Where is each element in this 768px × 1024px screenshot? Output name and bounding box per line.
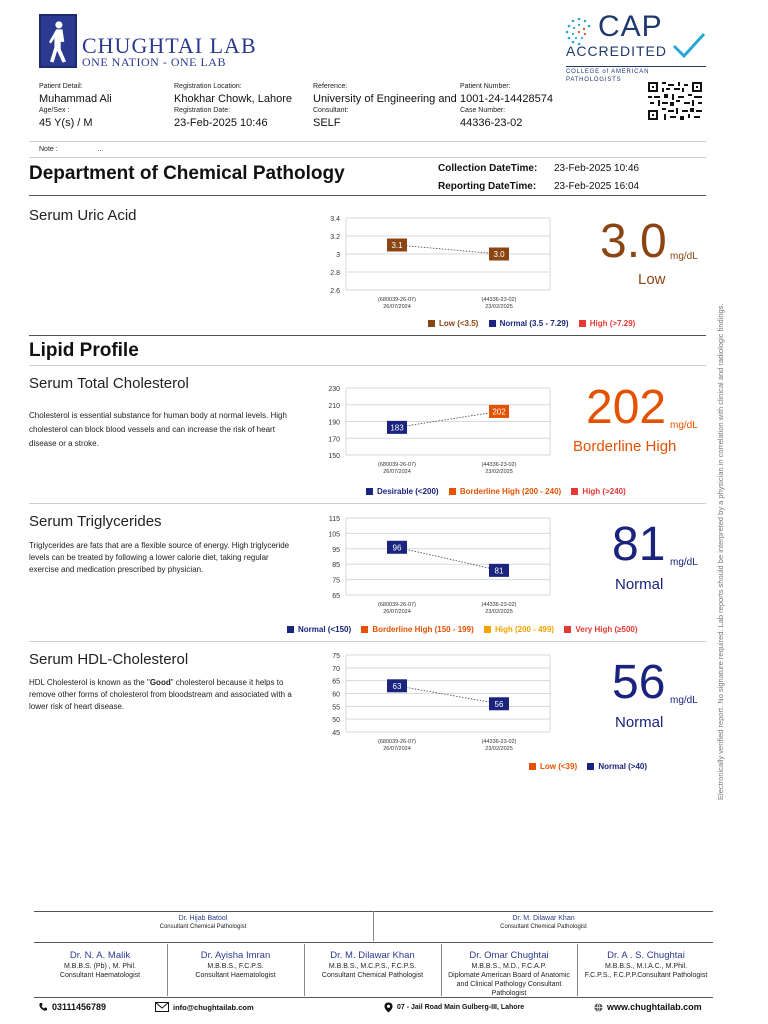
contact-phone[interactable]: 03111456789 [38, 1002, 106, 1012]
y-tick-label: 70 [332, 665, 340, 673]
x-tick-label: 23/02/2025 [485, 746, 513, 752]
x-tick-label: (44336-23-02) [481, 462, 517, 468]
x-tick-label: (680039-26-07) [378, 297, 416, 303]
brand-tagline: ONE NATION - ONE LAB [82, 55, 226, 69]
case-number: 44336-23-02 [460, 117, 523, 129]
description-hdl: HDL Cholesterol is known as the "Good" cholesterol because it helps to remove other forms of cholesterol from bloodstream and associated with a lower risk of heart disease. [29, 678, 292, 711]
divider [29, 157, 706, 158]
case-number-label: Case Number: [460, 107, 506, 114]
y-tick-label: 60 [332, 691, 340, 699]
consultant-label: Consultant: [313, 107, 349, 114]
data-label: 56 [494, 699, 504, 709]
divider [29, 195, 706, 196]
reg-date: 23-Feb-2025 10:46 [174, 117, 268, 129]
y-tick-label: 55 [332, 704, 340, 712]
legend-item: Low (<39) [529, 762, 577, 771]
reference: University of Engineering and [313, 93, 457, 105]
contact-email[interactable]: info@chughtailab.com [155, 1002, 254, 1012]
verification-note: Electronically verified report. No signature required. Lab reports should be interpreted by a physician in correlation with clinical and radiologic findings. [716, 303, 725, 800]
x-tick-label: (680039-26-07) [378, 602, 416, 608]
agesex-label: Age/Sex : [39, 107, 70, 114]
data-label: 63 [392, 681, 402, 691]
test-name-uric: Serum Uric Acid [29, 207, 137, 224]
legend-item: High (200 - 499) [484, 625, 554, 634]
divider [29, 365, 706, 366]
x-tick-label: (680039-26-07) [378, 462, 416, 468]
contact-web[interactable]: www.chughtailab.com [594, 1002, 702, 1012]
y-tick-label: 105 [328, 531, 340, 539]
patient-number-block [460, 82, 590, 130]
legend-item: Borderline High (150 - 199) [361, 625, 473, 634]
reference-label: Reference: [313, 83, 348, 90]
department-title: Department of Chemical Pathology [29, 163, 345, 184]
note-label: Note : [39, 146, 58, 153]
y-tick-label: 210 [328, 402, 340, 410]
result-status-tg: Normal [615, 576, 664, 593]
y-tick-label: 2.6 [330, 288, 340, 295]
legend-item: High (>7.29) [579, 319, 636, 328]
y-tick-label: 150 [328, 453, 340, 460]
data-label: 81 [494, 566, 504, 576]
chart-hdl [316, 647, 556, 762]
qr-code [648, 82, 702, 120]
y-tick-label: 230 [328, 386, 340, 393]
x-tick-label: 26/07/2024 [383, 609, 411, 615]
y-tick-label: 75 [332, 577, 340, 585]
legend-item: Normal (3.5 - 7.29) [489, 319, 569, 328]
legend-chol [366, 487, 634, 496]
divider [29, 335, 706, 336]
result-value-hdl: 56 [612, 656, 666, 709]
collection-datetime: 23-Feb-2025 10:46 [554, 163, 640, 174]
y-tick-label: 3 [336, 252, 340, 259]
result-unit-uric: mg/dL [670, 251, 698, 262]
x-tick-label: 23/02/2025 [485, 609, 513, 615]
x-tick-label: (680039-26-07) [378, 739, 416, 745]
signature-top-2: Dr. M. Dilawar Khan Consultant Chemical Pathologist [500, 915, 587, 930]
check-icon [672, 32, 706, 60]
series-line [397, 411, 499, 427]
y-tick-label: 3.4 [330, 216, 340, 223]
contact-address[interactable]: 07 - Jail Road Main Gulberg-III, Lahore [384, 1002, 524, 1013]
divider [29, 141, 706, 142]
result-unit-tg: mg/dL [670, 557, 698, 568]
cap-logo-text: CAP [598, 10, 663, 43]
series-line [397, 547, 499, 570]
location-pin-icon [384, 1002, 393, 1013]
data-label: 3.0 [493, 250, 505, 259]
y-tick-label: 75 [332, 653, 340, 660]
legend-hdl [529, 762, 655, 771]
y-tick-label: 3.2 [330, 234, 340, 241]
legend-tg [287, 625, 646, 634]
legend-item: Normal (<150) [287, 625, 351, 634]
legend-item: High (>240) [571, 487, 625, 496]
y-tick-label: 45 [332, 730, 340, 737]
y-tick-label: 2.8 [330, 270, 340, 277]
phone-icon [38, 1002, 48, 1012]
cap-accredited-text: ACCREDITED [566, 43, 668, 59]
consultant: SELF [313, 117, 341, 129]
y-tick-label: 50 [332, 717, 340, 725]
x-tick-label: (44336-23-02) [481, 739, 517, 745]
result-unit-hdl: mg/dL [670, 695, 698, 706]
divider [29, 503, 706, 504]
legend-item: Very High (≥500) [564, 625, 637, 634]
lab-logo [39, 14, 77, 68]
data-label: 3.1 [391, 241, 403, 250]
legend-uric [428, 319, 643, 328]
legend-item: Low (<3.5) [428, 319, 478, 328]
reporting-datetime: 23-Feb-2025 16:04 [554, 181, 640, 192]
result-status-chol: Borderline High [573, 438, 677, 455]
reg-location: Khokhar Chowk, Lahore [174, 93, 293, 105]
signature-top-1: Dr. Hijab Batool Consultant Chemical Pathologist [159, 915, 247, 930]
signature-1: Dr. N. A. Malik M.B.B.S. (Pb) , M. Phil. Consultant Haematologist [59, 950, 141, 979]
reference-block [313, 82, 458, 130]
divider [34, 942, 713, 943]
result-value-uric: 3.0 [600, 215, 667, 268]
result-status-hdl: Normal [615, 714, 664, 731]
y-tick-label: 190 [328, 419, 340, 427]
description-tg: Triglycerides are fats that are a flexible source of energy. High triglyceride levels can be treated by following a lower calorie diet, taking regular exercise and medication prescribed by physician. [29, 541, 290, 574]
chart-chol [316, 380, 556, 485]
data-label: 202 [492, 407, 506, 417]
chart-uric [316, 210, 556, 320]
signature-3: Dr. M. Dilawar Khan M.B.B.S., M.C.P.S., F.C.P.S. Consultant Chemical Pathologist [321, 950, 424, 979]
data-label: 183 [390, 423, 404, 433]
legend-item: Desirable (<200) [366, 487, 439, 496]
result-status-uric: Low [638, 271, 666, 288]
chart-tg [316, 510, 556, 625]
divider [34, 997, 713, 998]
x-tick-label: (44336-23-02) [481, 602, 517, 608]
description-chol: Cholesterol is essential substance for human body at normal levels. High cholesterol can block blood vessels and can increase the risk of heart disease or a stroke. [29, 411, 287, 448]
result-value-tg: 81 [612, 518, 666, 571]
y-tick-label: 65 [332, 678, 340, 686]
x-tick-label: 26/07/2024 [383, 304, 411, 310]
test-name-tg: Serum Triglycerides [29, 513, 162, 530]
mail-icon [155, 1002, 169, 1012]
result-value-chol: 202 [586, 381, 667, 434]
signature-4: Dr. Omar Chughtai M.B.B.S., M.D., F.C.A.P. Diplomate American Board of Anatomic and Clinical Pathology Consultant Pathologist [448, 950, 570, 997]
collection-label: Collection DateTime: [438, 163, 538, 174]
cap-college-text: COLLEGE of AMERICAN PATHOLOGISTS [566, 66, 706, 84]
x-tick-label: (44336-23-02) [481, 297, 517, 303]
patient-number-label: Patient Number: [460, 83, 511, 90]
x-tick-label: 26/07/2024 [383, 746, 411, 752]
legend-item: Borderline High (200 - 240) [449, 487, 561, 496]
signature-5: Dr. A . S. Chughtai M.B.B.S., M.I.A.C., M.Phil. F.C.P.S., F.C.P.P.Consultant Pathologist [584, 950, 708, 979]
x-tick-label: 23/02/2025 [485, 304, 513, 310]
y-tick-label: 95 [332, 546, 340, 554]
reporting-label: Reporting DateTime: [438, 181, 537, 192]
data-label: 96 [392, 543, 402, 553]
globe-icon [594, 1003, 603, 1012]
y-tick-label: 65 [332, 593, 340, 600]
y-tick-label: 170 [328, 436, 340, 444]
x-tick-label: 23/02/2025 [485, 469, 513, 475]
brand-name: CHUGHTAI LAB [82, 33, 257, 58]
y-tick-label: 115 [328, 516, 340, 523]
patient-name: Muhammad Ali [39, 93, 112, 105]
legend-item: Normal (>40) [587, 762, 647, 771]
patient-agesex: 45 Y(s) / M [39, 117, 93, 129]
series-line [397, 686, 499, 704]
patient-detail-block [39, 82, 169, 130]
cap-dots-icon [564, 16, 594, 46]
test-name-chol: Serum Total Cholesterol [29, 375, 189, 392]
y-tick-label: 85 [332, 562, 340, 570]
divider [29, 641, 706, 642]
x-tick-label: 26/07/2024 [383, 469, 411, 475]
reg-date-label: Registration Date: [174, 107, 231, 114]
note-value: ... [97, 146, 104, 153]
patient-number: 1001-24-14428574 [460, 93, 553, 105]
walking-man-icon [41, 16, 75, 66]
signature-2: Dr. Ayisha Imran M.B.B.S., F.C.P.S. Consultant Haematologist [195, 950, 276, 979]
result-unit-chol: mg/dL [670, 420, 698, 431]
lipid-section-title: Lipid Profile [29, 340, 139, 361]
patient-detail-label: Patient Detail: [39, 83, 83, 90]
note-row [39, 145, 104, 155]
test-name-hdl: Serum HDL-Cholesterol [29, 651, 189, 668]
registration-block [174, 82, 309, 130]
reg-location-label: Registration Location: [174, 83, 242, 90]
series-line [397, 245, 499, 254]
